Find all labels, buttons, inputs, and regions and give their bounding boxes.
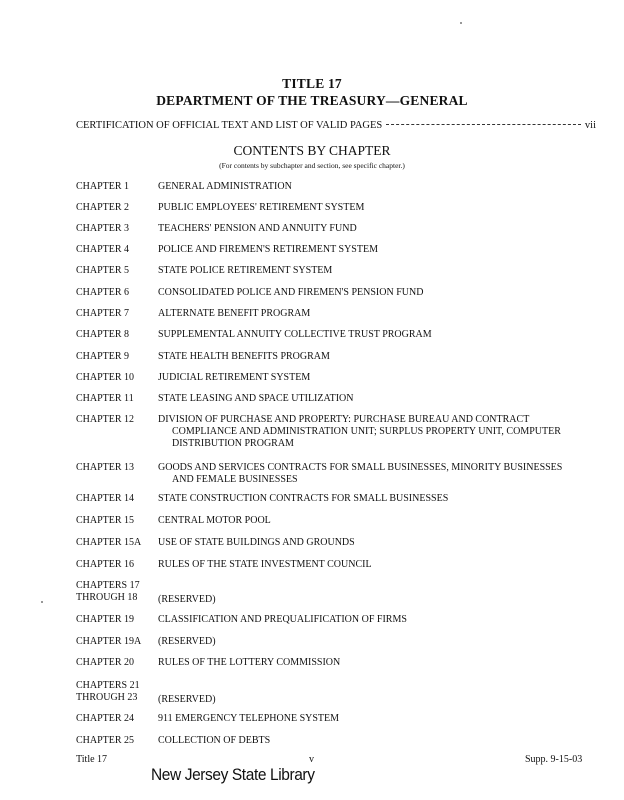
chapter-number-line: CHAPTER 6: [76, 287, 130, 298]
chapter-title-line: STATE CONSTRUCTION CONTRACTS FOR SMALL BUSINESSES: [158, 493, 449, 504]
chapter-title: [158, 614, 598, 626]
chapter-number-line: CHAPTER 11: [76, 393, 134, 404]
chapter-title: [158, 351, 598, 363]
chapter-number-line: CHAPTER 24: [76, 713, 135, 724]
chapter-number: [76, 735, 156, 747]
chapter-number-line: CHAPTER 20: [76, 657, 135, 668]
chapter-title: [158, 559, 598, 571]
scan-speck: [41, 601, 43, 603]
library-stamp: New Jersey State Library: [151, 766, 315, 785]
title-heading: TITLE 17: [282, 76, 342, 91]
chapter-title-line: DIVISION OF PURCHASE AND PROPERTY: PURCHASE BUREAU AND CONTRACT: [158, 414, 530, 425]
chapter-number-line: CHAPTER 3: [76, 223, 130, 234]
chapter-title-line: DISTRIBUTION PROGRAM: [172, 438, 294, 449]
chapter-number: [76, 181, 156, 193]
certification-page: vii: [584, 120, 596, 131]
chapter-title-line: GENERAL ADMINISTRATION: [158, 181, 292, 192]
chapter-number: [76, 713, 156, 725]
chapter-number-line: CHAPTER 8: [76, 329, 130, 340]
chapter-number: [76, 414, 156, 426]
chapter-title: [158, 462, 598, 486]
footer-title: Title 17: [76, 754, 108, 765]
chapter-number-line: CHAPTER 4: [76, 244, 130, 255]
chapter-number: [76, 202, 156, 214]
chapter-title: [158, 636, 598, 648]
footer-supplement: Supp. 9-15-03: [525, 754, 583, 765]
chapter-title: [158, 181, 598, 193]
footer-page-number: v: [309, 754, 314, 765]
chapter-title-line: STATE HEALTH BENEFITS PROGRAM: [158, 351, 330, 362]
chapter-title: [158, 329, 598, 341]
certification-line: [76, 120, 596, 131]
chapter-title: [158, 223, 598, 235]
chapter-title: [158, 372, 598, 384]
chapter-title: [158, 657, 598, 669]
chapter-number-line: CHAPTER 13: [76, 462, 135, 473]
leader-dots: [386, 124, 581, 125]
chapter-title-line: (RESERVED): [158, 594, 216, 605]
chapter-number: [76, 223, 156, 235]
chapter-title-line: COLLECTION OF DEBTS: [158, 735, 271, 746]
chapter-title: [158, 594, 598, 606]
chapter-number: [76, 537, 156, 549]
chapter-number: [76, 493, 156, 505]
chapter-title-line: CONSOLIDATED POLICE AND FIREMEN'S PENSION FUND: [158, 287, 424, 298]
chapter-title: [158, 308, 598, 320]
chapter-number: [76, 657, 156, 669]
chapter-number: [76, 265, 156, 277]
chapter-number: [76, 680, 156, 704]
chapter-title-line: ALTERNATE BENEFIT PROGRAM: [158, 308, 311, 319]
chapter-number-line: CHAPTER 16: [76, 559, 135, 570]
chapter-title: [158, 244, 598, 256]
chapter-title-line: COMPLIANCE AND ADMINISTRATION UNIT; SURPLUS PROPERTY UNIT, COMPUTER: [172, 426, 561, 437]
chapter-number: [76, 515, 156, 527]
chapter-title: [158, 515, 598, 527]
scan-speck: [460, 22, 462, 24]
chapter-number: [76, 393, 156, 405]
chapter-title-line: 911 EMERGENCY TELEPHONE SYSTEM: [158, 713, 340, 724]
chapter-number-line: CHAPTER 25: [76, 735, 135, 746]
chapter-number-line: CHAPTER 15A: [76, 537, 142, 548]
chapter-title-line: STATE LEASING AND SPACE UTILIZATION: [158, 393, 354, 404]
chapter-title-line: RULES OF THE STATE INVESTMENT COUNCIL: [158, 559, 372, 570]
chapter-title-line: GOODS AND SERVICES CONTRACTS FOR SMALL BUSINESSES, MINORITY BUSINESSES: [158, 462, 563, 473]
chapter-number: [76, 580, 156, 604]
chapter-title-line: RULES OF THE LOTTERY COMMISSION: [158, 657, 341, 668]
chapter-title-line: STATE POLICE RETIREMENT SYSTEM: [158, 265, 333, 276]
chapter-title-line: AND FEMALE BUSINESSES: [172, 474, 298, 485]
chapter-number-line: CHAPTER 10: [76, 372, 135, 383]
chapter-number-line: CHAPTER 12: [76, 414, 135, 425]
chapter-number-line: CHAPTER 2: [76, 202, 130, 213]
chapter-number-line: CHAPTER 5: [76, 265, 130, 276]
chapter-number: [76, 329, 156, 341]
chapter-number-line: CHAPTER 19: [76, 614, 135, 625]
chapter-title-line: TEACHERS' PENSION AND ANNUITY FUND: [158, 223, 357, 234]
chapter-number-line: CHAPTER 14: [76, 493, 135, 504]
chapter-title-line: (RESERVED): [158, 694, 216, 705]
chapter-title: [158, 414, 598, 450]
chapter-number: [76, 372, 156, 384]
chapter-number-line: CHAPTERS 17: [76, 580, 140, 591]
chapter-number: [76, 462, 156, 474]
chapter-title: [158, 735, 598, 747]
chapter-title: [158, 265, 598, 277]
contents-note: (For contents by subchapter and section, see specific chapter.): [219, 161, 405, 170]
chapter-title: [158, 287, 598, 299]
chapter-title: [158, 713, 598, 725]
chapter-title-line: POLICE AND FIREMEN'S RETIREMENT SYSTEM: [158, 244, 378, 255]
chapter-number: [76, 308, 156, 320]
chapter-number-line: CHAPTER 9: [76, 351, 130, 362]
chapter-number-line: CHAPTERS 21: [76, 680, 140, 691]
chapter-number: [76, 636, 156, 648]
chapter-title: [158, 493, 598, 505]
chapter-title: [158, 694, 598, 706]
chapter-title-line: (RESERVED): [158, 636, 216, 647]
chapter-number: [76, 244, 156, 256]
department-heading: DEPARTMENT OF THE TREASURY—GENERAL: [156, 93, 468, 108]
chapter-number: [76, 614, 156, 626]
chapter-number-line: THROUGH 18: [76, 592, 138, 603]
chapter-number: [76, 287, 156, 299]
chapter-title-line: CLASSIFICATION AND PREQUALIFICATION OF FIRMS: [158, 614, 407, 625]
chapter-number-line: CHAPTER 1: [76, 181, 130, 192]
chapter-title: [158, 537, 598, 549]
contents-heading: CONTENTS BY CHAPTER: [233, 143, 391, 158]
chapter-title-line: PUBLIC EMPLOYEES' RETIREMENT SYSTEM: [158, 202, 365, 213]
chapter-title: [158, 393, 598, 405]
certification-label: CERTIFICATION OF OFFICIAL TEXT AND LIST OF VALID PAGES: [76, 120, 383, 131]
chapter-title-line: SUPPLEMENTAL ANNUITY COLLECTIVE TRUST PROGRAM: [158, 329, 432, 340]
chapter-number-line: CHAPTER 7: [76, 308, 130, 319]
chapter-number-line: CHAPTER 19A: [76, 636, 142, 647]
chapter-number: [76, 351, 156, 363]
chapter-title-line: JUDICIAL RETIREMENT SYSTEM: [158, 372, 311, 383]
chapter-number-line: THROUGH 23: [76, 692, 138, 703]
chapter-title-line: CENTRAL MOTOR POOL: [158, 515, 271, 526]
chapter-title: [158, 202, 598, 214]
chapter-number-line: CHAPTER 15: [76, 515, 135, 526]
chapter-number: [76, 559, 156, 571]
chapter-title-line: USE OF STATE BUILDINGS AND GROUNDS: [158, 537, 355, 548]
